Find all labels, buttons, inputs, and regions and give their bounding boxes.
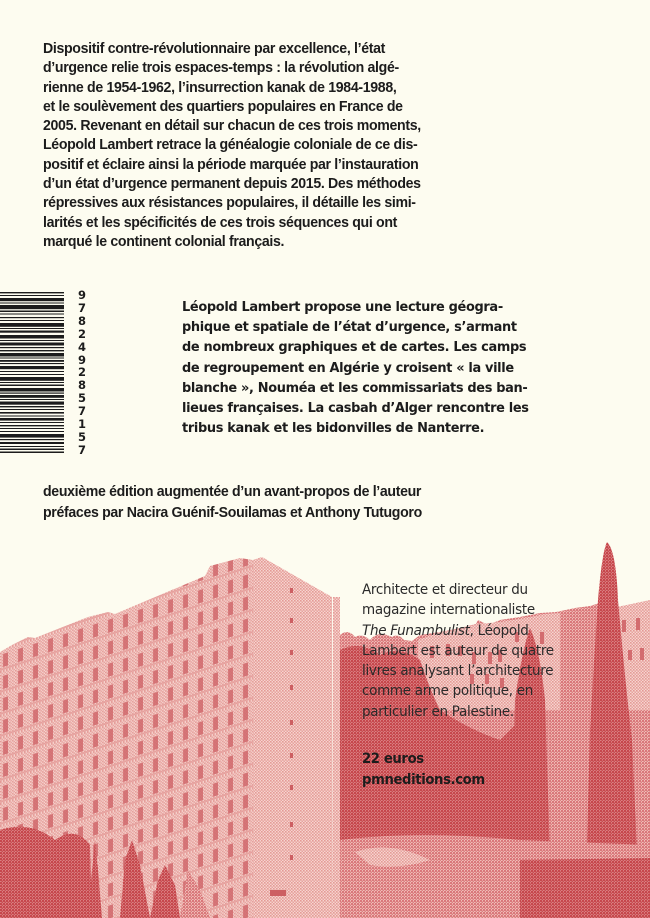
- price: 22 euros: [362, 751, 424, 767]
- back-cover-blurb: [43, 39, 527, 251]
- isbn-digit: 2: [78, 365, 87, 380]
- isbn-number: [78, 289, 86, 457]
- bio-line: magazine internationaliste: [362, 602, 535, 619]
- bio-line: Architecte et directeur du: [362, 582, 528, 598]
- isbn-digit: 4: [78, 339, 87, 354]
- isbn-digit: 7: [78, 404, 87, 419]
- isbn-digit: 2: [78, 326, 87, 341]
- bio-line: particulier en Palestine.: [362, 703, 514, 720]
- prefaces-line: préfaces par Nacira Guénif-Souilamas et Anthony Tutugoro: [43, 504, 422, 521]
- isbn-digit: 5: [78, 429, 87, 444]
- magazine-title: The Funambulist: [362, 622, 470, 639]
- bio-line: Lambert est auteur de quatre: [362, 642, 554, 659]
- author-bio: [362, 580, 554, 722]
- blurb-line: marqué le continent colonial français.: [43, 232, 285, 250]
- description-line: Léopold Lambert propose une lecture géogra-: [182, 300, 503, 315]
- bio-line-rest: , Léopold: [469, 622, 529, 639]
- isbn-digit: 8: [78, 378, 87, 393]
- description-line: tribus kanak et les bidonvilles de Nanterre.: [182, 421, 485, 437]
- description-line: phique et spatiale de l’état d’urgence, s’armant: [182, 320, 517, 336]
- blurb-line: répressives aux résistances populaires, il détaille les simi-: [43, 194, 416, 212]
- isbn-digit: 9: [78, 352, 87, 367]
- blurb-line: d’un état d’urgence permanent depuis 2015. Des méthodes: [43, 175, 421, 193]
- description-line: blanche », Nouméa et les commissariats des ban-: [182, 380, 528, 396]
- barcode-icon: [0, 292, 64, 453]
- book-description: [182, 298, 529, 439]
- isbn-digit: 7: [78, 442, 87, 457]
- isbn-digit: 1: [78, 417, 87, 432]
- bio-line: livres analysant l’architecture: [362, 663, 554, 680]
- isbn-digit: 7: [78, 300, 87, 315]
- blurb-line: rienne de 1954-1962, l’insurrection kanak de 1984-1988,: [43, 78, 397, 96]
- blurb-line: Dispositif contre-révolutionnaire par excellence, l’état: [43, 40, 386, 57]
- isbn-digit: 8: [78, 313, 87, 328]
- blurb-line: positif et éclaire ainsi la période marquée par l’instauration: [43, 155, 419, 173]
- blurb-line: larités et les spécificités de ces trois séquences qui ont: [43, 213, 398, 231]
- price-and-website: [362, 749, 485, 790]
- blurb-line: Léopold Lambert retrace la généalogie coloniale de ce dis-: [43, 136, 418, 154]
- bio-line: comme arme politique, en: [362, 683, 534, 700]
- description-line: de nombreux graphiques et de cartes. Les camps: [182, 340, 527, 356]
- edition-info: [43, 481, 422, 523]
- isbn-digit: 5: [78, 391, 87, 406]
- blurb-line: et le soulèvement des quartiers populaires en France de: [43, 97, 403, 115]
- blurb-line: d’urgence relie trois espaces-temps : la révolution algé-: [43, 59, 399, 77]
- description-line: de regroupement en Algérie y croisent « la ville: [182, 360, 514, 376]
- blurb-line: 2005. Revenant en détail sur chacun de ces trois moments,: [43, 117, 421, 135]
- description-line: lieues françaises. La casbah d’Alger rencontre les: [182, 401, 529, 417]
- publisher-website[interactable]: pmneditions.com: [362, 771, 485, 788]
- bio-line: [362, 621, 554, 641]
- edition-line: deuxième édition augmentée d’un avant-propos de l’auteur: [43, 483, 422, 500]
- isbn-digit: 9: [78, 288, 87, 302]
